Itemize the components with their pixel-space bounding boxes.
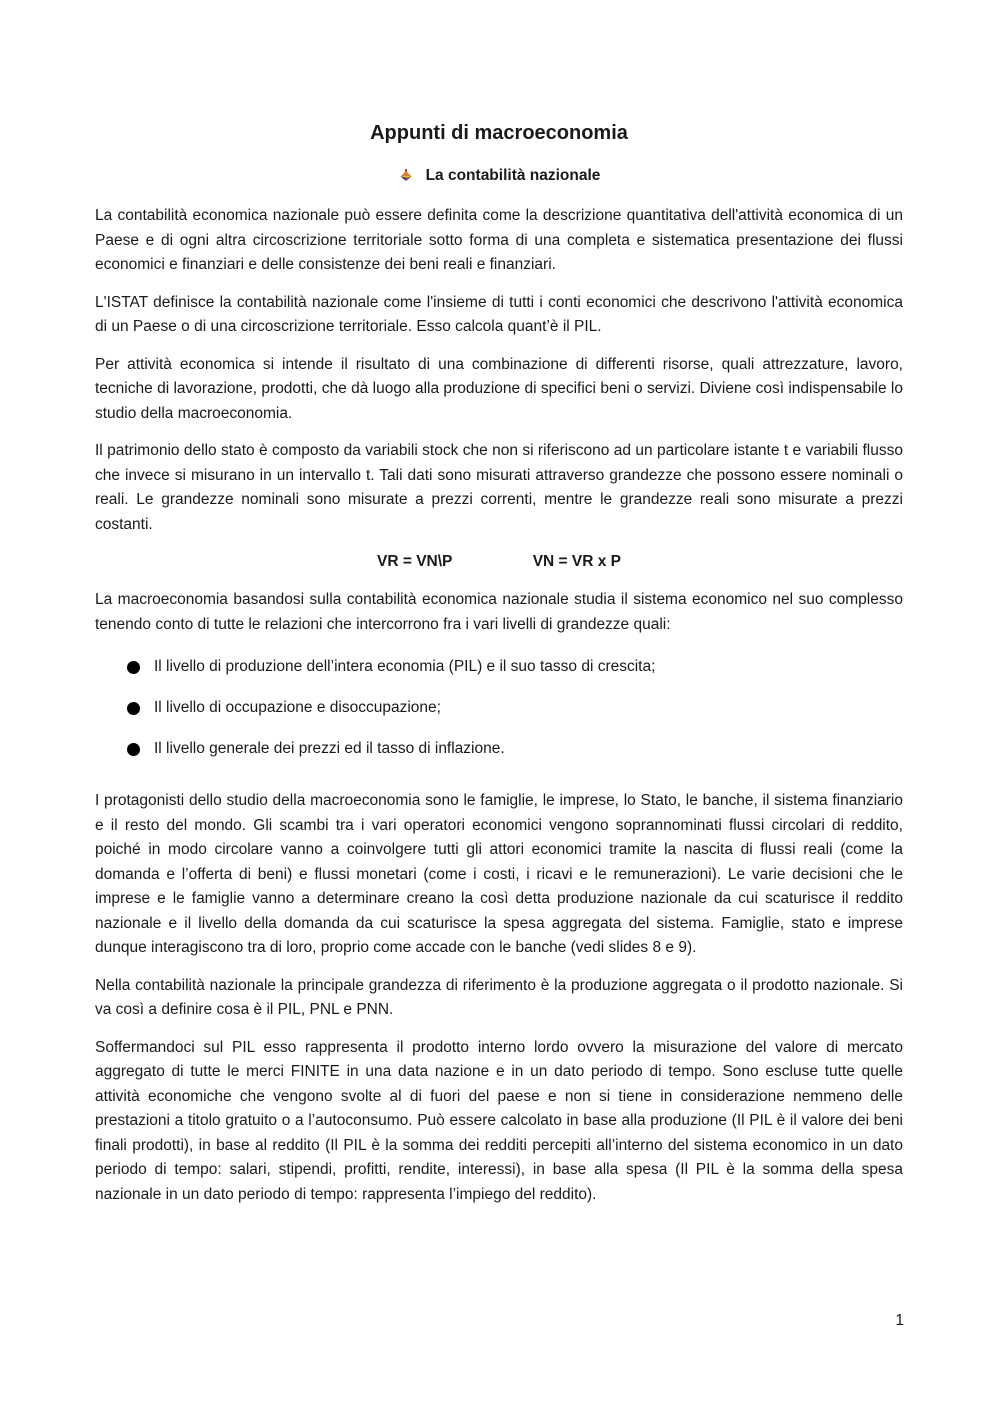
list-item <box>127 655 903 679</box>
paragraph: Nella contabilità nazionale la principale grandezza di riferimento è la produzione aggregata o il prodotto nazionale. Si va così a definire cosa è il PIL, PNL e PNN. <box>95 976 903 1018</box>
document-title: Appunti di macroeconomia <box>370 122 628 144</box>
colored-arrow-bullet-icon <box>398 169 414 183</box>
formula-line <box>95 550 903 574</box>
paragraph: L'ISTAT definisce la contabilità nazionale come l'insieme di tutti i conti economici che descrivono l'attività economica di un Paese o di una circoscrizione territoriale. Esso calcola quant’è il PIL. <box>95 293 903 335</box>
bullet-icon <box>127 661 140 674</box>
paragraph: Il patrimonio dello stato è composto da variabili stock che non si riferiscono ad un particolare istante t e variabili flusso che invece si misurano in un intervallo t. Tali dati sono misurati attraverso grandezze che possono essere nominali o reali. Le grandezze nominali sono misurate a prezzi correnti, mentre le grandezze reali sono misurate a prezzi costanti. <box>95 442 903 533</box>
page-content <box>95 118 903 1220</box>
page-number: 1 <box>895 1312 904 1329</box>
list-item-text: Il livello generale dei prezzi ed il tasso di inflazione. <box>154 740 505 757</box>
paragraph: La contabilità economica nazionale può essere definita come la descrizione quantitativa dell'attività economica di un Paese e di ogni altra circoscrizione territoriale sotto forma di una completa e sistematica presentazione dei flussi economici e finanziari e delle consistenze dei beni reali e finanziari. <box>95 207 903 273</box>
bullet-icon <box>127 702 140 715</box>
bullet-list <box>95 655 903 761</box>
paragraph: La macroeconomia basandosi sulla contabilità economica nazionale studia il sistema economico nel suo complesso tenendo conto di tutte le relazioni che intercorrono fra i vari livelli di grandezze quali: <box>95 591 903 633</box>
paragraph: Per attività economica si intende il risultato di una combinazione di differenti risorse, quali attrezzature, lavoro, tecniche di lavorazione, prodotti, che dà luogo alla produzione di specifici beni o servizi. Diviene così indispensabile lo studio della macroeconomia. <box>95 355 903 422</box>
list-item <box>127 696 903 720</box>
list-item <box>127 737 903 761</box>
paragraph: Soffermandoci sul PIL esso rappresenta il prodotto interno lordo ovvero la misurazione del valore di mercato aggregato di tutte le merci FINITE in una data nazione e in un dato periodo di tempo. Sono escluse tutte quelle attività economiche che vengono svolte al di fuori del paese e non si tiene in considerazione nemmeno delle prestazioni a titolo gratuito o a l’autoconsumo. Può essere calcolato in base alla produzione (Il PIL è il valore dei beni finali prodotti), in base al reddito (Il PIL è la somma dei redditi percepiti all’interno del sistema economico in un dato periodo di tempo: salari, stipendi, profitti, rendite, interessi), in base alla spesa (Il PIL è la somma della spesa nazionale in un dato periodo di tempo: rappresenta l’impiego del reddito). <box>95 1038 903 1203</box>
bullet-icon <box>127 743 140 756</box>
list-item-text: Il livello di occupazione e disoccupazione; <box>154 699 441 716</box>
formula-real-value: VR = VN\P <box>377 553 453 570</box>
section-heading-text: La contabilità nazionale <box>425 167 601 184</box>
section-heading <box>95 164 903 188</box>
paragraph: I protagonisti dello studio della macroeconomia sono le famiglie, le imprese, lo Stato, le banche, il sistema finanziario e il resto del mondo. Gli scambi tra i vari operatori economici vengono soprannominati flussi circolari di reddito, poiché in modo circolare vanno a coinvolgere tutti gli attori economici tramite la nascita di flussi reali (come la domanda e l’offerta di beni) e flussi monetari (come i costi, i ricavi e le remunerazioni). Le varie decisioni che le imprese e le famiglie vanno a determinare creano la così detta produzione nazionale da cui scaturisce il reddito nazionale e il livello della domanda da cui scaturisce la spesa aggregata del sistema. Famiglie, stato e imprese dunque interagiscono tra di loro, proprio come accade con le banche (vedi slides 8 e 9). <box>95 792 903 956</box>
list-item-text: Il livello di produzione dell’intera economia (PIL) e il suo tasso di crescita; <box>154 658 656 675</box>
formula-nominal-value: VN = VR x P <box>532 553 621 570</box>
